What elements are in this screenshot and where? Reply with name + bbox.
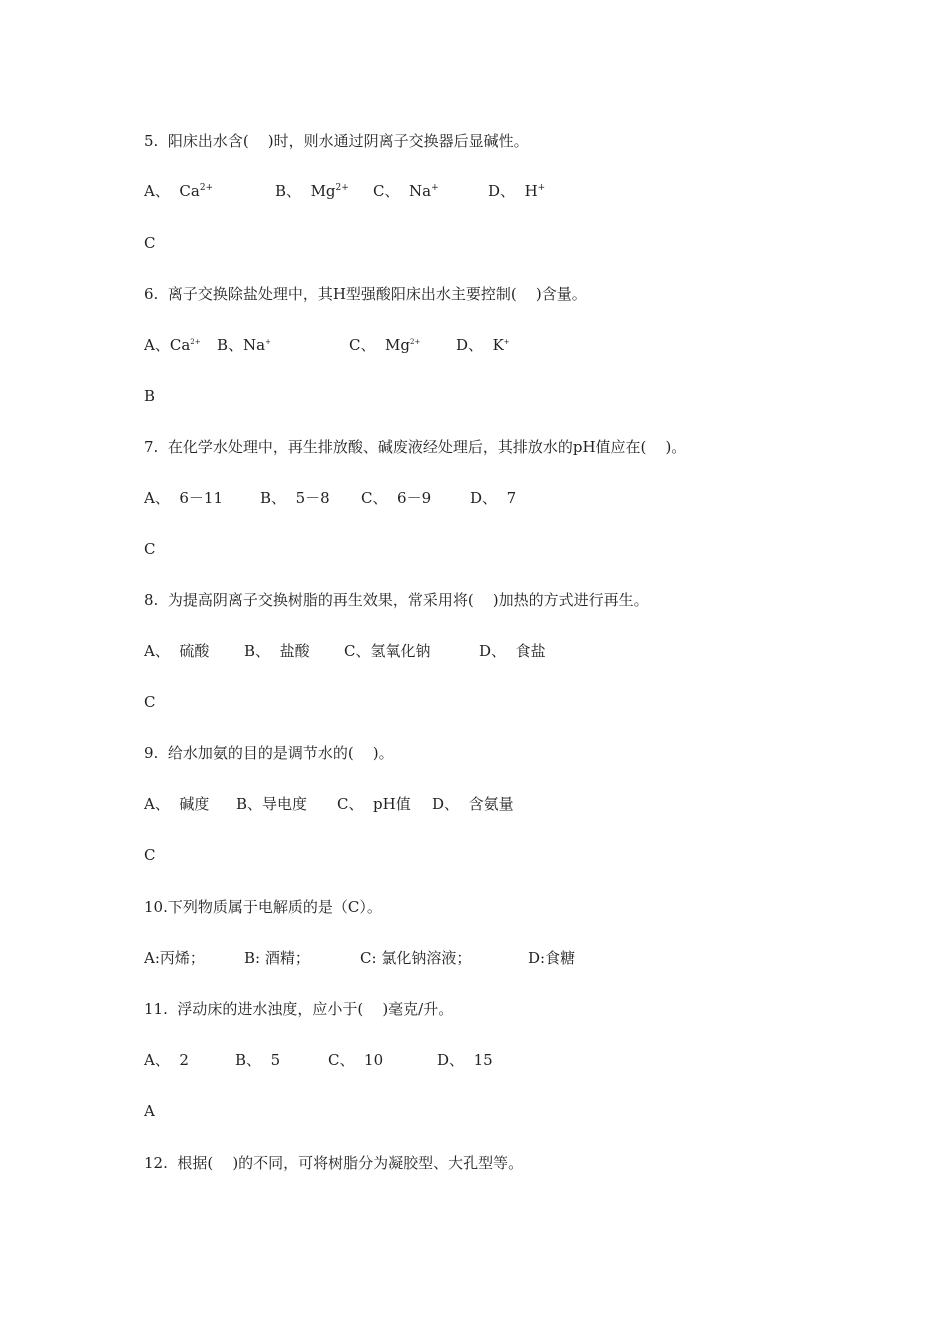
question-stem: 5. 阳床出水含( )时，则水通过阴离子交换器后显碱性。 <box>144 132 529 150</box>
option-d: D、 H+ <box>488 182 546 200</box>
option-b: B、 5－8 <box>260 489 330 507</box>
question-stem: 10.下列物质属于电解质的是（C）。 <box>144 898 382 916</box>
question-stem: 8. 为提高阴离子交换树脂的再生效果，常采用将( )加热的方式进行再生。 <box>144 591 649 609</box>
option-a: A、 2 <box>144 1051 189 1069</box>
option-row <box>144 181 744 201</box>
answer: C <box>144 846 156 864</box>
option-b: B: 酒精； <box>244 949 310 967</box>
answer: B <box>144 387 156 405</box>
option-row <box>144 1050 744 1070</box>
option-c: C、 Na+ <box>373 182 439 200</box>
option-row <box>144 335 744 355</box>
option-d: D、 含氨量 <box>432 795 514 813</box>
question-stem: 9. 给水加氨的目的是调节水的( )。 <box>144 744 394 762</box>
option-a: A:丙烯； <box>144 949 205 967</box>
option-c: C: 氯化钠溶液； <box>360 949 472 967</box>
question-stem: 12. 根据( )的不同，可将树脂分为凝胶型、大孔型等。 <box>144 1154 524 1172</box>
answer: C <box>144 540 156 558</box>
option-c: C、 $Mg^{2+}$ <box>349 336 421 354</box>
option-b: B、Na+ <box>217 336 271 354</box>
option-a: A、 硫酸 <box>144 642 210 660</box>
question-stem: 11. 浮动床的进水浊度，应小于( )毫克/升。 <box>144 1000 454 1018</box>
option-d: D、 7 <box>470 489 517 507</box>
option-row <box>144 641 744 661</box>
option-c: C、 pH值 <box>337 795 411 813</box>
option-c: C、氢氧化钠 <box>344 642 431 660</box>
answer: A <box>144 1102 155 1120</box>
option-b: B、 盐酸 <box>244 642 310 660</box>
option-a: A、 $Ca^{2+}$ <box>144 182 214 200</box>
answer: C <box>144 234 156 252</box>
answer: C <box>144 693 156 711</box>
option-b: B、导电度 <box>236 795 308 813</box>
option-b: B、 5 <box>235 1051 281 1069</box>
question-stem: 7. 在化学水处理中，再生排放酸、碱废液经处理后，其排放水的pH值应在( )。 <box>144 438 687 456</box>
option-a: A、 碱度 <box>144 795 210 813</box>
option-c: C、 6－9 <box>361 489 432 507</box>
option-d: D、 15 <box>437 1051 493 1069</box>
option-d: D、 食盐 <box>479 642 546 660</box>
option-c: C、 10 <box>328 1051 384 1069</box>
option-a: A、$Ca^{2+}$ <box>144 336 201 354</box>
option-row <box>144 948 744 968</box>
option-a: A、 6－11 <box>144 489 224 507</box>
option-b: B、 $Mg^{2+}$ <box>275 182 349 200</box>
option-row <box>144 488 744 508</box>
question-stem: 6. 离子交换除盐处理中，其H型强酸阳床出水主要控制( )含量。 <box>144 285 587 303</box>
option-d: D:食糖 <box>528 949 576 967</box>
option-row <box>144 794 744 814</box>
option-d: D、 K+ <box>456 336 510 354</box>
